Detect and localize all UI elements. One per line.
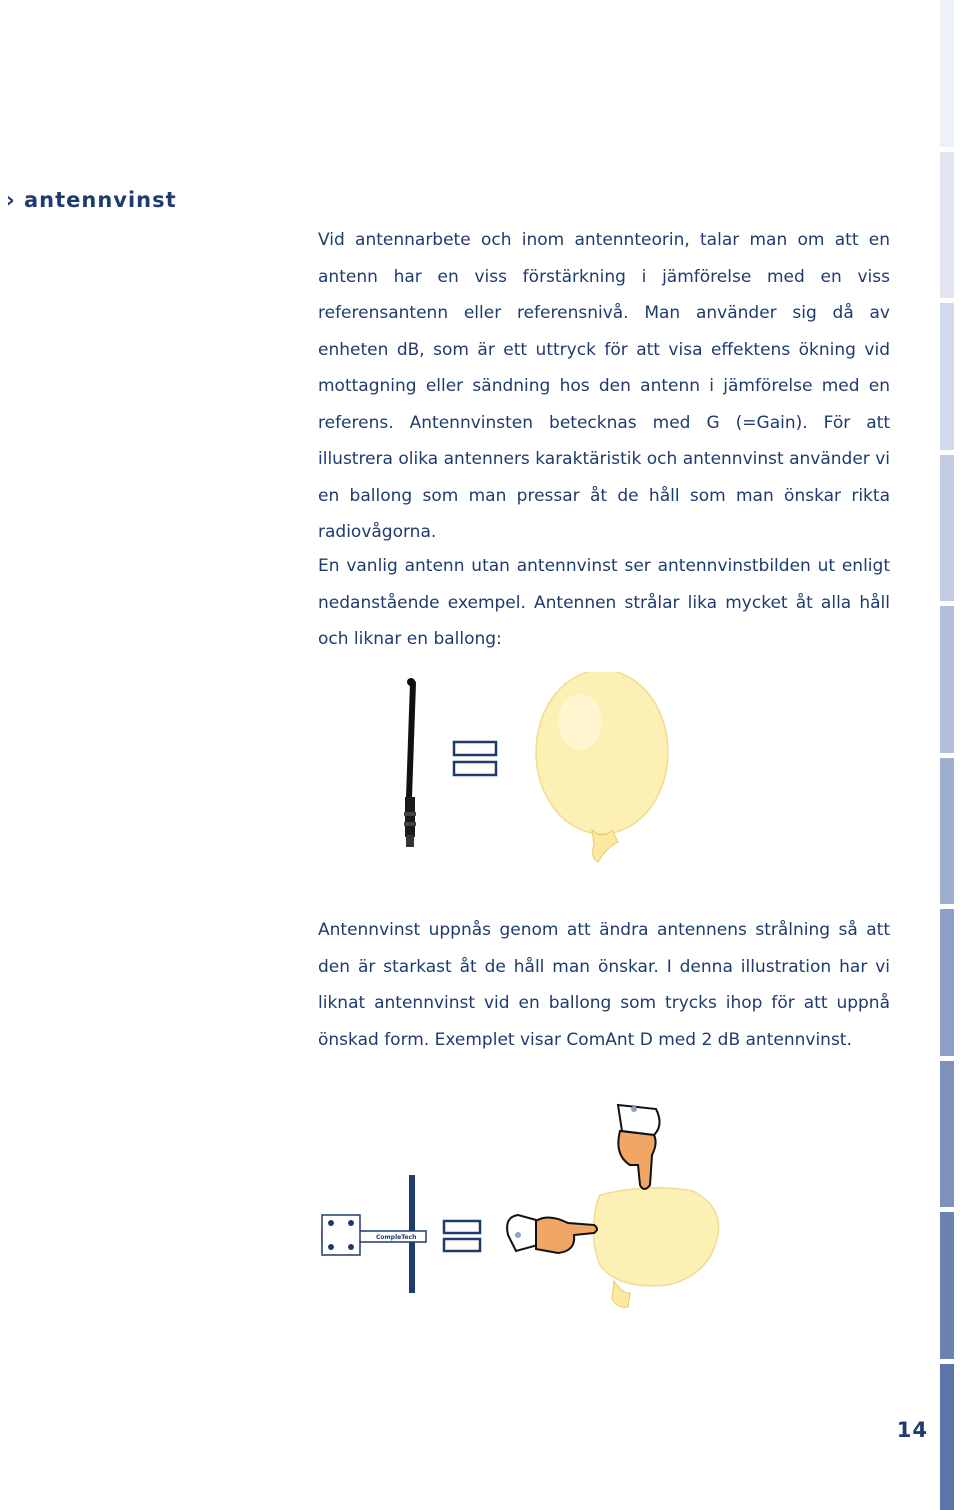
side-bar-segment: [940, 1364, 954, 1510]
pointing-hand-icon: [618, 1105, 660, 1189]
balloon-intro-paragraph: En vanlig antenn utan antennvinst ser antennvinstbilden ut enligt nedanstående exempel. Antennen strålar lika mycket åt alla håll och liknar en ballong:: [318, 556, 890, 649]
squeezed-balloon-paragraph: Antennvinst uppnås genom att ändra antennens strålning så att den är starkast åt de håll man önskar. I denna illustration har vi liknat antennvinst vid en ballong som trycks ihop för att uppnå önskad form. Exemplet visar ComAnt D med 2 dB antennvinst.: [318, 920, 890, 1050]
whip-antenna-icon: [404, 678, 416, 847]
side-bar-segment: [940, 455, 954, 602]
figure-directional-antenna: [318, 1095, 738, 1315]
round-balloon-icon: [536, 672, 668, 862]
figure-omni-antenna: [380, 672, 700, 872]
side-bar-segment: [940, 606, 954, 753]
side-bar-segment: [940, 303, 954, 450]
side-bar-segment: [940, 1212, 954, 1359]
page-number: 14: [896, 1418, 928, 1442]
antenna-brand-label: CompleTech: [376, 1234, 417, 1241]
pointing-hand-icon: [507, 1215, 597, 1253]
equals-sign-icon: [444, 1221, 480, 1251]
side-decoration-bar: [940, 0, 954, 1510]
squeezed-balloon-icon: [594, 1188, 719, 1308]
dipole-antenna-icon: [322, 1175, 426, 1293]
intro-paragraph: Vid antennarbete och inom antennteorin, talar man om att en antenn har en viss förstärkning i jämförelse med en viss referensantenn eller referensnivå. Man använder sig då av enheten dB, som är ett uttryck för att visa effektens ökning vid mottagning eller sändning hos den antenn i jämförelse med en referens. Antennvinsten betecknas med G (=Gain). För att illustrera olika antenners karaktäristik och antennvinst använder vi en ballong som man pressar åt de håll som man önskar rikta radiovågorna.: [318, 230, 890, 542]
side-bar-segment: [940, 1061, 954, 1208]
side-bar-segment: [940, 758, 954, 905]
equals-sign-icon: [454, 742, 496, 775]
side-bar-segment: [940, 909, 954, 1056]
section-heading: › antennvinst: [6, 188, 177, 212]
side-bar-segment: [940, 0, 954, 147]
side-bar-segment: [940, 152, 954, 299]
